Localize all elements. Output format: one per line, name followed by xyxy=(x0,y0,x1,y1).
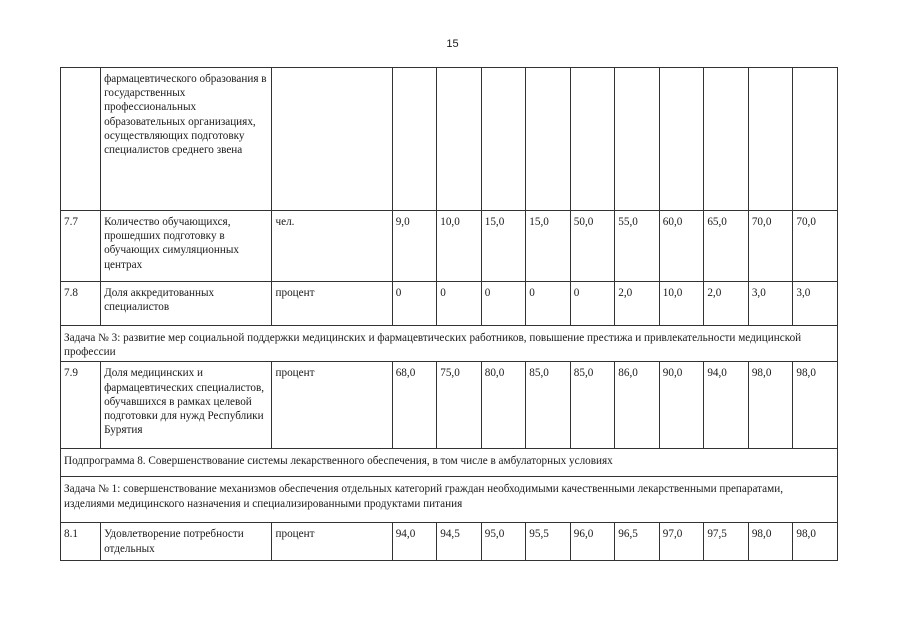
value-cell xyxy=(704,68,749,211)
indicators-table xyxy=(60,67,838,561)
value-cell: 94,5 xyxy=(437,523,482,561)
table-row xyxy=(61,211,838,282)
unit-cell: чел. xyxy=(272,211,392,282)
value-cell: 90,0 xyxy=(659,362,704,449)
section-header-cell: Задача № 3: развитие мер социальной поддержки медицинских и фармацевтических работников, повышение престижа и привлекательности медицинской профессии xyxy=(61,326,838,362)
value-cell xyxy=(748,68,793,211)
value-cell: 97,0 xyxy=(659,523,704,561)
row-number-cell: 7.8 xyxy=(61,282,101,326)
indicator-name-cell: Доля аккредитованных специалистов xyxy=(101,282,272,326)
value-cell: 65,0 xyxy=(704,211,749,282)
value-cell: 96,0 xyxy=(570,523,615,561)
value-cell: 70,0 xyxy=(793,211,838,282)
value-cell: 95,5 xyxy=(526,523,571,561)
value-cell: 50,0 xyxy=(570,211,615,282)
value-cell: 85,0 xyxy=(570,362,615,449)
table-row xyxy=(61,68,838,211)
indicator-name-cell: Удовлетворение потребности отдельных xyxy=(101,523,272,561)
value-cell: 85,0 xyxy=(526,362,571,449)
value-cell: 0 xyxy=(570,282,615,326)
value-cell: 98,0 xyxy=(748,362,793,449)
value-cell xyxy=(615,68,660,211)
value-cell: 10,0 xyxy=(659,282,704,326)
value-cell xyxy=(526,68,571,211)
value-cell: 2,0 xyxy=(615,282,660,326)
section-header-row xyxy=(61,449,838,477)
table-row xyxy=(61,362,838,449)
section-header-row xyxy=(61,477,838,523)
value-cell: 98,0 xyxy=(748,523,793,561)
value-cell: 98,0 xyxy=(793,362,838,449)
indicator-name-cell: Количество обучающихся, прошедших подготовку в обучающих симуляционных центрах xyxy=(101,211,272,282)
value-cell: 94,0 xyxy=(704,362,749,449)
value-cell: 98,0 xyxy=(793,523,838,561)
table-row xyxy=(61,282,838,326)
value-cell: 15,0 xyxy=(481,211,526,282)
section-header-cell: Подпрограмма 8. Совершенствование системы лекарственного обеспечения, в том числе в амбулаторных условиях xyxy=(61,449,838,477)
page-number: 15 xyxy=(446,38,459,50)
unit-cell xyxy=(272,68,392,211)
value-cell: 94,0 xyxy=(392,523,437,561)
value-cell: 55,0 xyxy=(615,211,660,282)
value-cell: 3,0 xyxy=(793,282,838,326)
value-cell: 80,0 xyxy=(481,362,526,449)
value-cell: 15,0 xyxy=(526,211,571,282)
value-cell: 60,0 xyxy=(659,211,704,282)
section-header-row xyxy=(61,326,838,362)
value-cell: 0 xyxy=(481,282,526,326)
value-cell: 86,0 xyxy=(615,362,660,449)
value-cell: 10,0 xyxy=(437,211,482,282)
row-number-cell: 8.1 xyxy=(61,523,101,561)
value-cell: 96,5 xyxy=(615,523,660,561)
value-cell: 70,0 xyxy=(748,211,793,282)
value-cell: 0 xyxy=(437,282,482,326)
indicator-name-cell: Доля медицинских и фармацевтических специалистов, обучавшихся в рамках целевой подготовки для нужд Республики Бурятия xyxy=(101,362,272,449)
value-cell: 75,0 xyxy=(437,362,482,449)
value-cell: 0 xyxy=(526,282,571,326)
value-cell: 95,0 xyxy=(481,523,526,561)
indicator-name-cell: фармацевтического образования в государственных профессиональных образовательных организациях, осуществляющих подготовку специалистов среднего звена xyxy=(101,68,272,211)
value-cell xyxy=(392,68,437,211)
value-cell: 9,0 xyxy=(392,211,437,282)
row-number-cell xyxy=(61,68,101,211)
value-cell: 0 xyxy=(392,282,437,326)
unit-cell: процент xyxy=(272,362,392,449)
section-header-cell: Задача № 1: совершенствование механизмов обеспечения отдельных категорий граждан необходимыми качественными лекарственными препаратами, изделиями медицинского назначения и специализированными продуктами питания xyxy=(61,477,838,523)
row-number-cell: 7.7 xyxy=(61,211,101,282)
unit-cell: процент xyxy=(272,523,392,561)
value-cell: 97,5 xyxy=(704,523,749,561)
indicators-table-body xyxy=(61,68,838,561)
value-cell xyxy=(481,68,526,211)
value-cell xyxy=(437,68,482,211)
value-cell xyxy=(659,68,704,211)
value-cell: 68,0 xyxy=(392,362,437,449)
unit-cell: процент xyxy=(272,282,392,326)
table-row xyxy=(61,523,838,561)
value-cell xyxy=(793,68,838,211)
value-cell xyxy=(570,68,615,211)
value-cell: 3,0 xyxy=(748,282,793,326)
row-number-cell: 7.9 xyxy=(61,362,101,449)
value-cell: 2,0 xyxy=(704,282,749,326)
